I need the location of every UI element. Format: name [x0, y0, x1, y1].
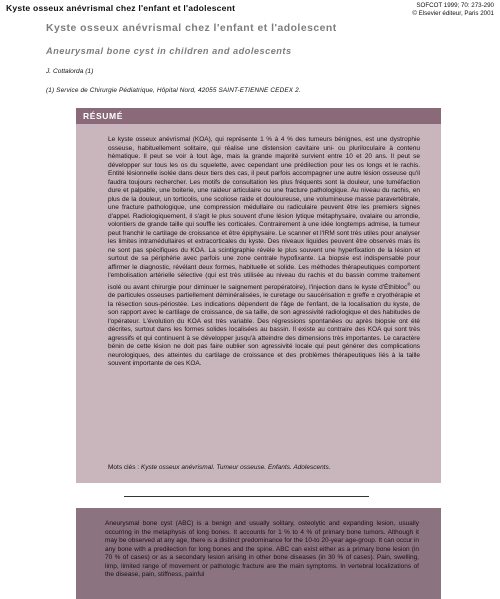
journal-publisher: © Elsevier éditeur, Paris 2001 — [412, 10, 494, 17]
authors: J. Cottalorda (1) — [46, 68, 94, 75]
resume-text-part1: Le kyste osseux anévrismal (KOA), qui représente 1 % à 4 % des tumeurs bénignes, est une dystrophie osseuse, habituellement solitaire, qui réalise une distension cavitaire uni- ou pluriloculaire à contenu hématique. Il peut se voir à tout âge, mais la grande majorité survient entre 10 et 20 ans. Il peut se développer sur tous les os du squelette, avec cependant une prédilection pour les os longs et le rachis. Entité lésionnelle isolée dans deux tiers des cas, il peut parfois accompagner une autre lésion osseuse qu'il faudra toujours rechercher. Les motifs de consultation les plus fréquents sont la douleur, une tuméfaction dure et palpable, une boiterie, une raideur articulaire ou une fracture pathologique. Au niveau du rachis, en plus de la douleur, un torticolis, une scoliose raide et douloureuse, une volumineuse masse paravertébrale, une fracture pathologique, une compression médullaire ou radiculaire peuvent être les premiers signes d'appel. Radiologiquement, il s'agit le plus souvent d'une lésion lytique métaphysaire, ovalaire ou arrondie, volontiers de grande taille qui souffle les corticales. Contrairement à une idée longtemps admise, la tumeur peut franchir le cartilage de croissance et être épiphysaire. Le scanner et l'IRM sont très utiles pour analyser les limites intramédullaires et extracorticales du kyste. Des niveaux liquides peuvent être observés mais ils ne sont pas spécifiques du KOA. La scintigraphie révèle le plus souvent une hyperfixation de la lésion et surtout de sa périphérie avec parfois une zone centrale hypofixante. La biopsie est indispensable pour affirmer le diagnostic, révélant deux formes, habituelle et solide. Les méthodes thérapeutiques comportent l'embolisation artérielle sélective (qui est très utilisée au niveau du rachis et du bassin comme traitement isolé ou avant chirurgie pour diminuer le saignement peropératoire), l'injection dans le kyste d'Éthibloc — [108, 136, 420, 291]
keywords-list: Kyste osseux anévrismal. Tumeur osseuse. Enfants. Adolescents. — [140, 464, 331, 471]
keywords-label: Mots clés : — [108, 464, 140, 471]
running-head: Kyste osseux anévrismal chez l'enfant et l'adolescent — [6, 3, 236, 13]
summary-body: Aneurysmal bone cyst (ABC) is a benign and usually solitary, osteolytic and expanding lesion, usually occurring in the metaphysis of long bones. It accounts for 1 % to 4 % of primary bone tumors. Although it may be observed at any age, there is a distinct predominance for the 10-to 20-year age-group. It can occur in any bone with a predilection for long bones and the spine. ABC can exist either as a primary bone lesion (in 70 % of cases) or as a secondary lesion arising in other bone diseases (in 30 % of cases). Pain, swelling, limp, limited range of movement or pathologic fracture are the main symptoms. In vertebral localizations of the disease, pain, stiffness, painful — [105, 520, 419, 578]
journal-citation: SOFCOT 1999; 70: 273-290 — [416, 2, 494, 9]
affiliation: (1) Service de Chirurgie Pédiatrique, Hôpital Nord, 42055 SAINT-ETIENNE CEDEX 2. — [46, 87, 301, 94]
article-subtitle: Aneurysmal bone cyst in children and adolescents — [46, 46, 292, 56]
summary-section — [76, 508, 441, 599]
resume-heading: RÉSUMÉ — [83, 111, 123, 121]
resume-body — [108, 136, 420, 369]
resume-header — [76, 108, 441, 124]
resume-text-part2: ou de particules osseuses partiellement déminéralisées, le curetage ou saucérisation ± greffe ± cryothérapie et la résection sous-périostée. Les indications dépendent de l'âge de l'enfant, de la localisation du kyste, de son rapport avec le cartilage de croissance, de sa taille, de son agressivité radiologique et des habitudes de l'opérateur. L'évolution du KOA est très variable. Des régressions spontanées ou après biopsie ont été décrites, surtout dans les formes solides localisées au bassin. Il existe au contraire des KOA qui sont très agressifs et qui continuent à se développer jusqu'à atteindre des dimensions très importantes. Le caractère bénin de cette lésion ne doit pas faire oublier son agressivité locale qui peut générer des complications neurologiques, des atteintes du cartilage de croissance et des problèmes thérapeutiques liés à la taille souvent importante de ces KOA. — [108, 283, 420, 368]
resume-section — [76, 108, 441, 483]
article-title: Kyste osseux anévrismal chez l'enfant et l'adolescent — [46, 23, 337, 34]
page-header — [0, 0, 500, 22]
section-divider — [124, 496, 369, 497]
registered-mark: ® — [407, 281, 411, 287]
keywords — [108, 464, 420, 473]
journal-info — [412, 2, 494, 18]
